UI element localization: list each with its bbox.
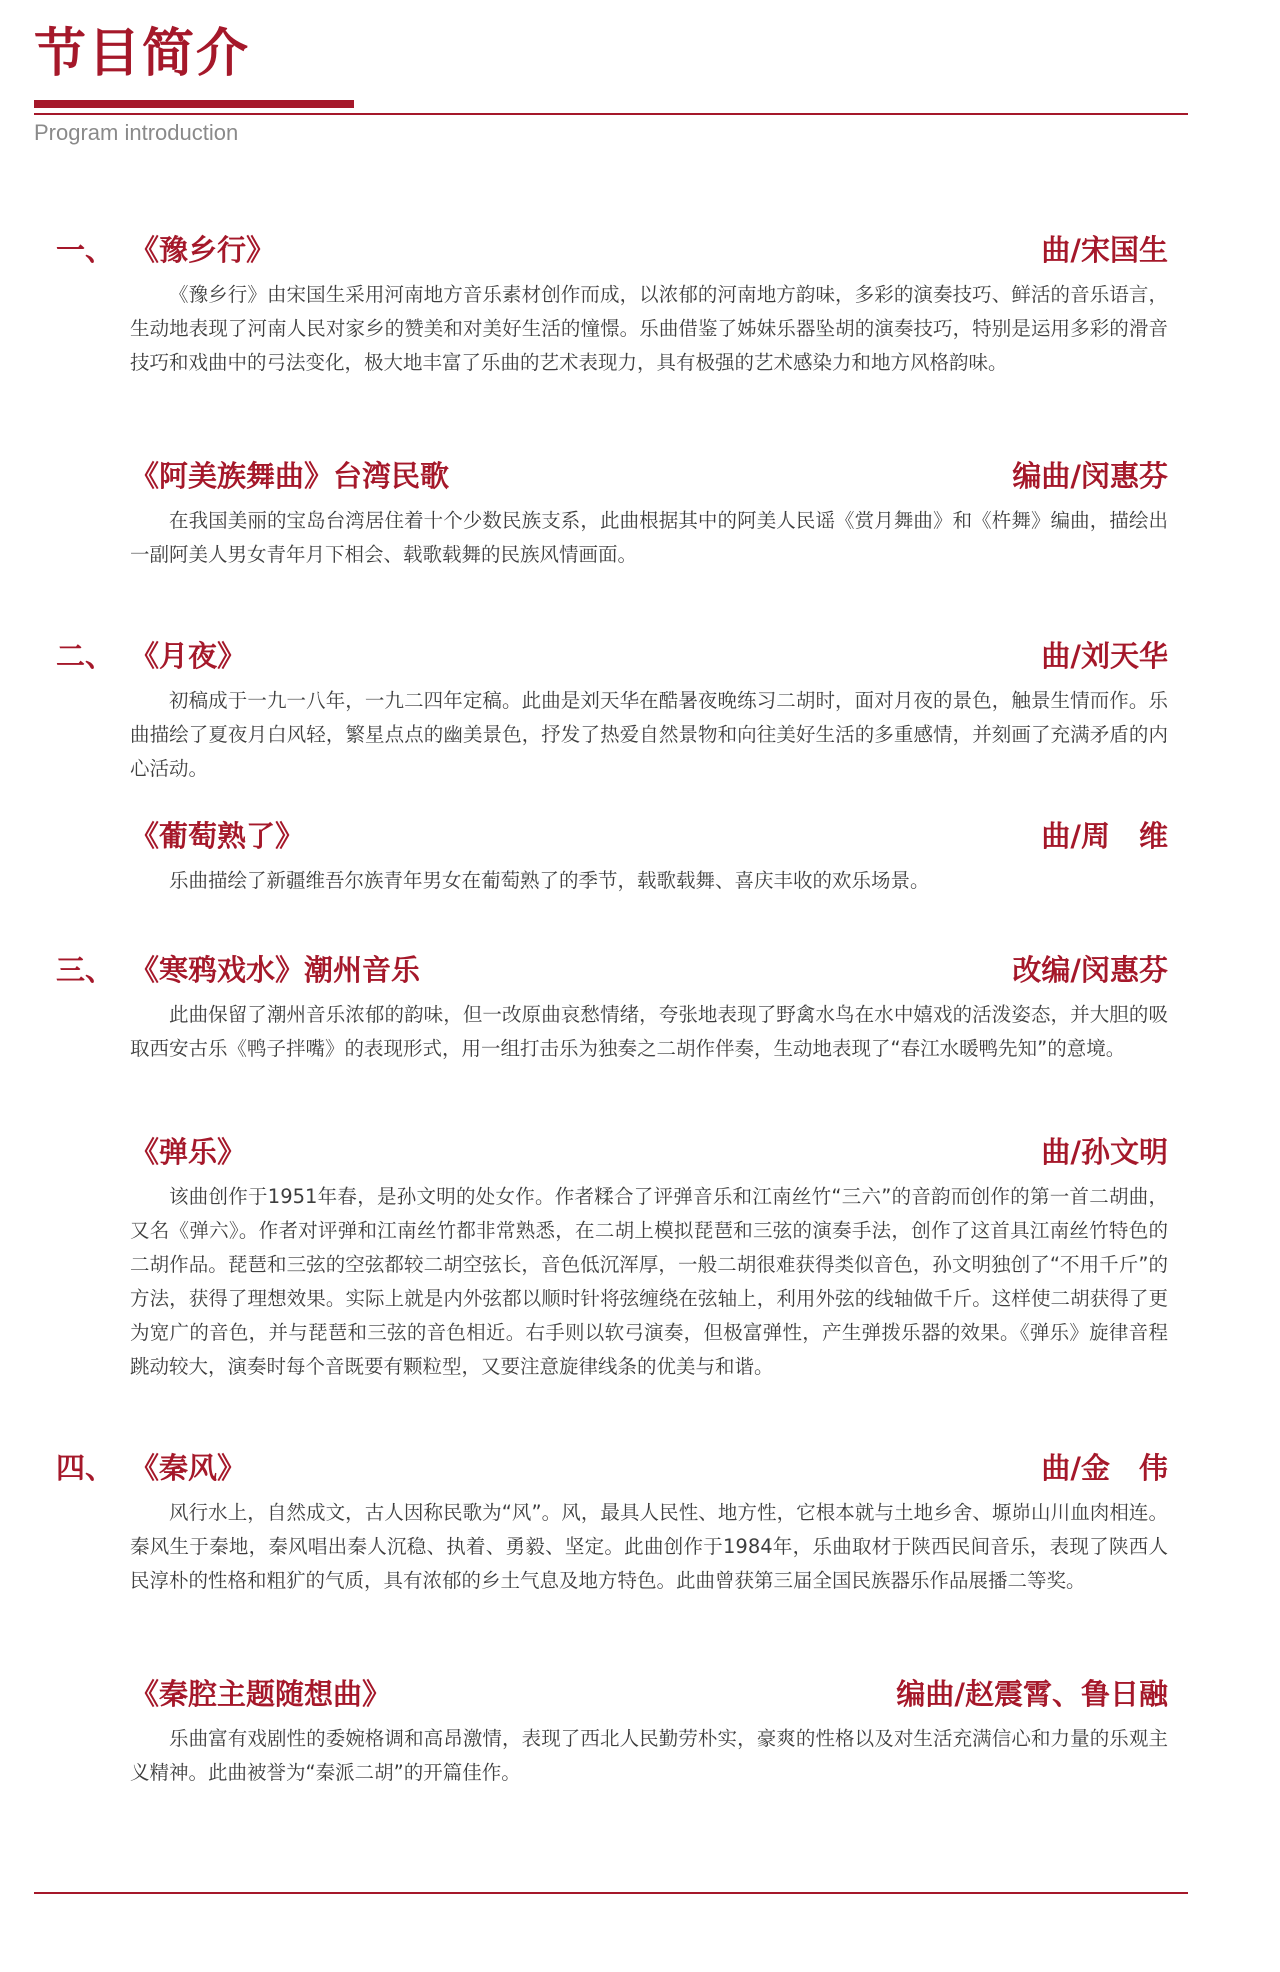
program-item-description: 《豫乡行》由宋国生采用河南地方音乐素材创作而成，以浓郁的河南地方韵味，多彩的演奏技巧、鲜活的音乐语言，生动地表现了河南人民对家乡的赞美和对美好生活的憧憬。乐曲借鉴了姊妹乐器坠胡的演奏技巧，特别是运用多彩的滑音技巧和戏曲中的弓法变化，极大地丰富了乐曲的艺术表现力，具有极强的艺术感染力和地方风格韵味。 [130,283,1168,374]
program-item-title: 《秦腔主题随想曲》 [130,1677,392,1711]
program-item-description: 该曲创作于1951年春，是孙文明的处女作。作者糅合了评弹音乐和江南丝竹“三六”的音韵而创作的第一首二胡曲，又名《弹六》。作者对评弹和江南丝竹都非常熟悉，在二胡上模拟琵琶和三弦的演奏手法，创作了这首具江南丝竹特色的二胡作品。琵琶和三弦的空弦都较二胡空弦长，音色低沉浑厚，一般二胡很难获得类似音色，孙文明独创了“不用千斤”的方法，获得了理想效果。实际上就是内外弦都以顺时针将弦缠绕在弦轴上，利用外弦的线轴做千斤。这样使二胡获得了更为宽广的音色，并与琵琶和三弦的音色相近。右手则以软弓演奏，但极富弹性，产生弹拨乐器的效果。《弹乐》旋律音程跳动较大，演奏时每个音既要有颗粒型，又要注意旋律线条的优美与和谐。 [130,1185,1168,1378]
program-item-credit: 曲/宋国生 [1041,233,1168,267]
program-item-header [56,814,1168,854]
program-item-header [56,634,1168,674]
program-item-title: 《秦风》 [130,1451,247,1485]
program-item-credit: 曲/金 伟 [1041,1451,1168,1485]
program-item-6 [56,1130,1168,1384]
title-underline-thin [34,113,1188,115]
program-item-number: 二、 [56,639,115,673]
program-item-1 [56,228,1168,380]
program-item-credit: 编曲/闵惠芬 [1012,459,1168,493]
program-item-header [56,454,1168,494]
program-item-header [56,948,1168,988]
program-item-description: 乐曲描绘了新疆维吾尔族青年男女在葡萄熟了的季节，载歌载舞、喜庆丰收的欢乐场景。 [169,869,930,892]
program-item-credit: 曲/周 维 [1041,819,1168,853]
program-item-description: 初稿成于一九一八年，一九二四年定稿。此曲是刘天华在酷暑夜晚练习二胡时，面对月夜的景色，触景生情而作。乐曲描绘了夏夜月白风轻，繁星点点的幽美景色，抒发了热爱自然景物和向往美好生活的多重感情，并刻画了充满矛盾的内心活动。 [130,689,1168,780]
program-item-header [56,1130,1168,1170]
program-item-4 [56,814,1168,898]
program-item-credit: 改编/闵惠芬 [1012,953,1168,987]
program-item-credit: 曲/孙文明 [1041,1135,1168,1169]
program-item-7 [56,1446,1168,1598]
program-item-title: 《阿美族舞曲》台湾民歌 [130,459,450,493]
page-title: 节目简介 [34,23,251,84]
program-item-5 [56,948,1168,1066]
program-item-credit: 编曲/赵震霄、鲁日融 [896,1677,1168,1711]
program-item-number: 三、 [56,953,115,987]
program-item-header [56,228,1168,268]
program-item-2 [56,454,1168,572]
program-item-header [56,1672,1168,1712]
program-item-number: 一、 [56,233,115,267]
program-item-description: 风行水上，自然成文，古人因称民歌为“风”。风，最具人民性、地方性，它根本就与土地乡舍、塬峁山川血肉相连。秦风生于秦地，秦风唱出秦人沉稳、执着、勇毅、坚定。此曲创作于1984年，乐曲取材于陕西民间音乐，表现了陕西人民淳朴的性格和粗犷的气质，具有浓郁的乡土气息及地方特色。此曲曾获第三届全国民族器乐作品展播二等奖。 [130,1501,1168,1592]
program-item-description: 乐曲富有戏剧性的委婉格调和高昂激情，表现了西北人民勤劳朴实，豪爽的性格以及对生活充满信心和力量的乐观主义精神。此曲被誉为“秦派二胡”的开篇佳作。 [130,1727,1168,1784]
title-underline-thick [34,100,354,108]
program-item-number: 四、 [56,1451,115,1485]
program-item-title: 《月夜》 [130,639,247,673]
program-item-credit: 曲/刘天华 [1041,639,1168,673]
program-item-title: 《寒鸦戏水》潮州音乐 [130,953,421,987]
page-subtitle: Program introduction [34,120,239,145]
program-item-title: 《葡萄熟了》 [130,819,305,853]
program-item-description: 此曲保留了潮州音乐浓郁的韵味，但一改原曲哀愁情绪，夸张地表现了野禽水鸟在水中嬉戏的活泼姿态，并大胆的吸取西安古乐《鸭子拌嘴》的表现形式，用一组打击乐为独奏之二胡作伴奏，生动地表现了“春江水暖鸭先知”的意境。 [130,1003,1168,1060]
program-item-8 [56,1672,1168,1790]
program-item-3 [56,634,1168,786]
program-item-description: 在我国美丽的宝岛台湾居住着十个少数民族支系，此曲根据其中的阿美人民谣《赏月舞曲》和《杵舞》编曲，描绘出一副阿美人男女青年月下相会、载歌载舞的民族风情画面。 [130,509,1168,566]
program-item-title: 《弹乐》 [130,1135,247,1169]
program-item-header [56,1446,1168,1486]
program-item-title: 《豫乡行》 [130,233,276,267]
footer-divider [34,1892,1188,1894]
